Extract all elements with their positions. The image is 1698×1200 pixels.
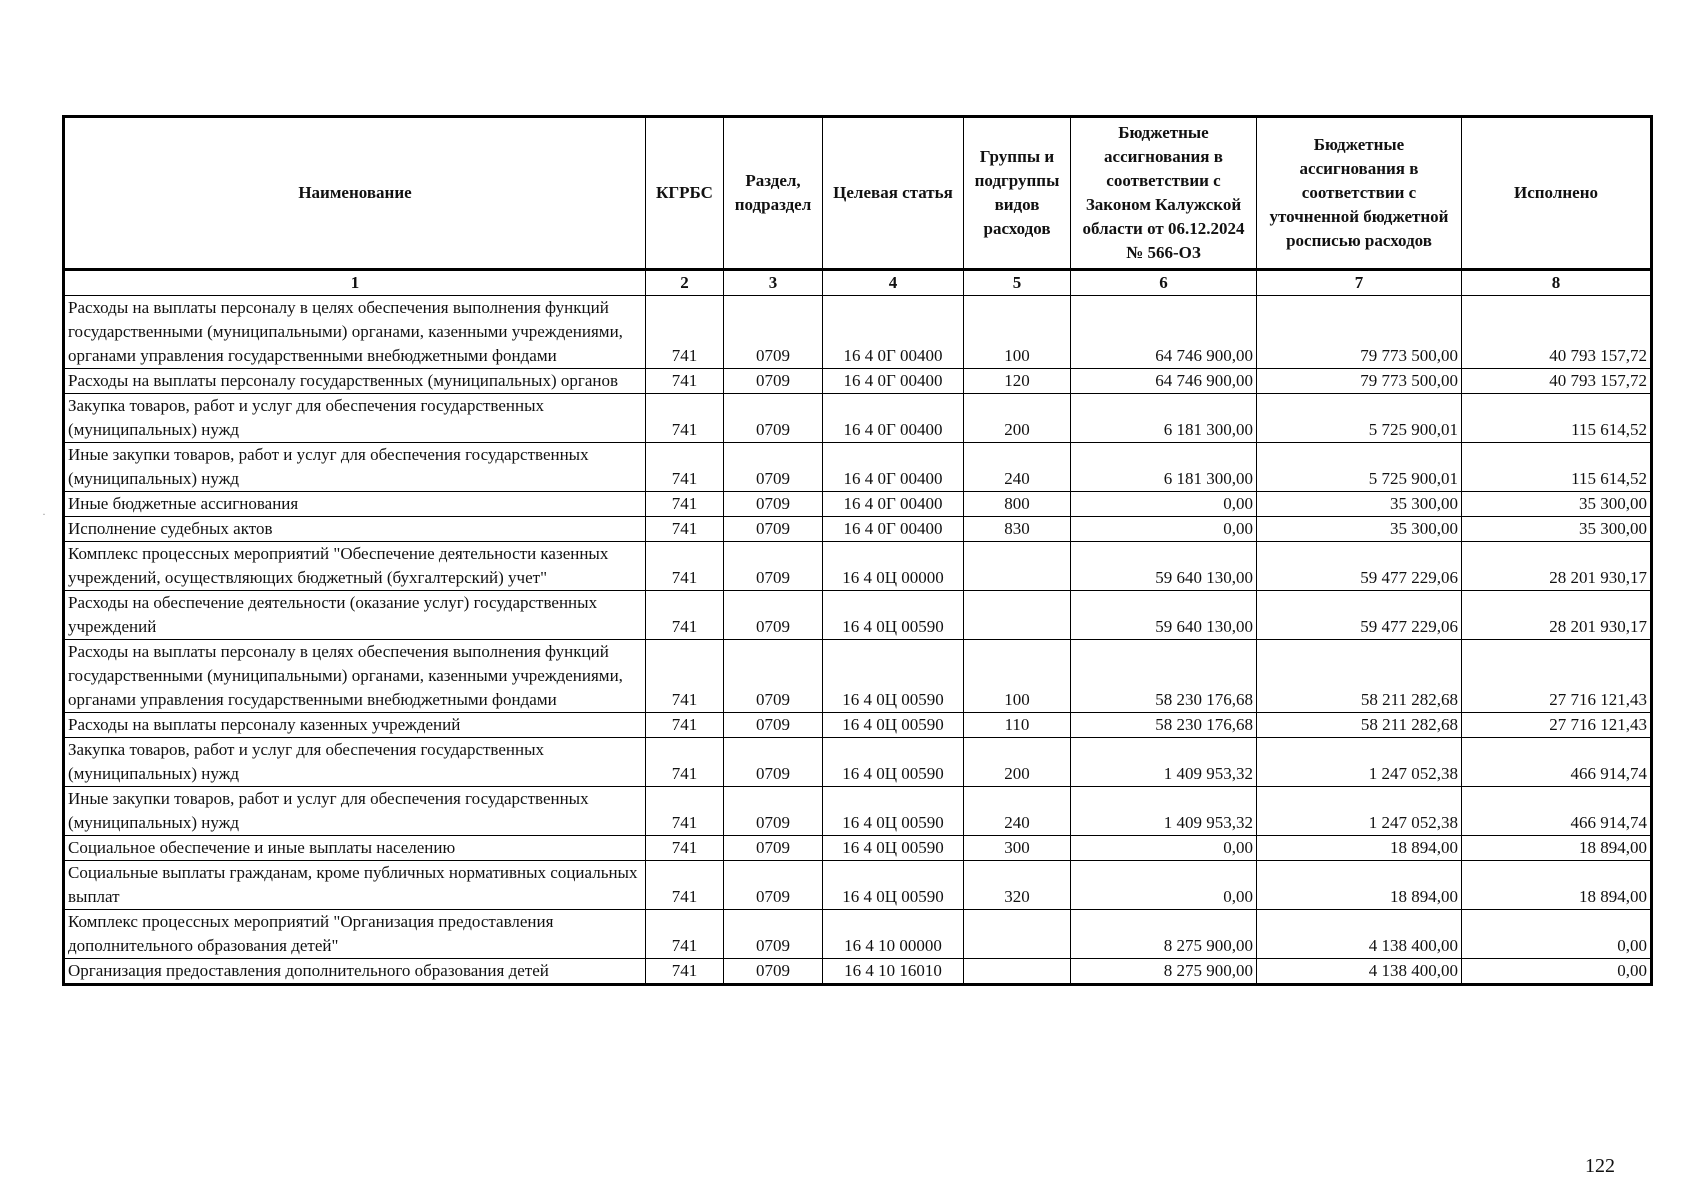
row-target: 16 4 0Ц 00590 <box>823 640 964 713</box>
row-target: 16 4 0Ц 00590 <box>823 787 964 836</box>
row-group: 240 <box>964 787 1071 836</box>
header-assign-refined: Бюджетные ассигнования в соответствии с уточненной бюджетной росписью расходов <box>1257 117 1462 270</box>
row-section: 0709 <box>724 738 823 787</box>
row-section: 0709 <box>724 591 823 640</box>
row-section: 0709 <box>724 640 823 713</box>
header-name: Наименование <box>64 117 646 270</box>
table-row <box>64 959 1652 985</box>
row-assign-law: 0,00 <box>1071 492 1257 517</box>
row-executed: 466 914,74 <box>1462 738 1652 787</box>
row-target: 16 4 0Г 00400 <box>823 492 964 517</box>
row-assign-refined: 18 894,00 <box>1257 861 1462 910</box>
table-row <box>64 787 1652 836</box>
row-assign-law: 1 409 953,32 <box>1071 787 1257 836</box>
row-assign-law: 58 230 176,68 <box>1071 713 1257 738</box>
row-group: 300 <box>964 836 1071 861</box>
row-section: 0709 <box>724 861 823 910</box>
row-executed: 466 914,74 <box>1462 787 1652 836</box>
row-kgrbs: 741 <box>646 787 724 836</box>
row-assign-refined: 79 773 500,00 <box>1257 296 1462 369</box>
row-name: Иные бюджетные ассигнования <box>64 492 646 517</box>
row-executed: 40 793 157,72 <box>1462 369 1652 394</box>
row-name: Расходы на обеспечение деятельности (оказание услуг) государственных учреждений <box>64 591 646 640</box>
row-name: Иные закупки товаров, работ и услуг для обеспечения государственных (муниципальных) нужд <box>64 443 646 492</box>
table-row <box>64 296 1652 369</box>
row-executed: 115 614,52 <box>1462 443 1652 492</box>
row-kgrbs: 741 <box>646 640 724 713</box>
row-assign-refined: 1 247 052,38 <box>1257 738 1462 787</box>
row-assign-refined: 5 725 900,01 <box>1257 443 1462 492</box>
row-target: 16 4 0Ц 00590 <box>823 713 964 738</box>
table-row <box>64 713 1652 738</box>
row-kgrbs: 741 <box>646 443 724 492</box>
row-group: 100 <box>964 640 1071 713</box>
row-kgrbs: 741 <box>646 591 724 640</box>
row-kgrbs: 741 <box>646 738 724 787</box>
row-kgrbs: 741 <box>646 394 724 443</box>
row-executed: 27 716 121,43 <box>1462 713 1652 738</box>
row-group: 200 <box>964 738 1071 787</box>
table-row <box>64 369 1652 394</box>
row-executed: 18 894,00 <box>1462 861 1652 910</box>
row-executed: 35 300,00 <box>1462 517 1652 542</box>
row-section: 0709 <box>724 713 823 738</box>
row-section: 0709 <box>724 369 823 394</box>
row-name: Закупка товаров, работ и услуг для обеспечения государственных (муниципальных) нужд <box>64 738 646 787</box>
row-executed: 35 300,00 <box>1462 492 1652 517</box>
table-row <box>64 394 1652 443</box>
row-assign-law: 64 746 900,00 <box>1071 296 1257 369</box>
header-section: Раздел, подраздел <box>724 117 823 270</box>
row-kgrbs: 741 <box>646 959 724 985</box>
row-kgrbs: 741 <box>646 296 724 369</box>
row-assign-refined: 35 300,00 <box>1257 492 1462 517</box>
row-assign-law: 58 230 176,68 <box>1071 640 1257 713</box>
row-section: 0709 <box>724 443 823 492</box>
column-number: 6 <box>1071 270 1257 296</box>
row-target: 16 4 10 16010 <box>823 959 964 985</box>
row-assign-refined: 1 247 052,38 <box>1257 787 1462 836</box>
row-kgrbs: 741 <box>646 836 724 861</box>
row-kgrbs: 741 <box>646 517 724 542</box>
row-name: Социальные выплаты гражданам, кроме публичных нормативных социальных выплат <box>64 861 646 910</box>
table-row <box>64 836 1652 861</box>
column-number: 7 <box>1257 270 1462 296</box>
table-row <box>64 640 1652 713</box>
row-section: 0709 <box>724 910 823 959</box>
row-group <box>964 542 1071 591</box>
row-target: 16 4 0Г 00400 <box>823 369 964 394</box>
row-target: 16 4 0Ц 00590 <box>823 738 964 787</box>
row-executed: 28 201 930,17 <box>1462 542 1652 591</box>
row-assign-refined: 58 211 282,68 <box>1257 713 1462 738</box>
column-number: 2 <box>646 270 724 296</box>
page-number: 122 <box>1585 1155 1615 1177</box>
column-number: 1 <box>64 270 646 296</box>
row-section: 0709 <box>724 296 823 369</box>
row-group: 120 <box>964 369 1071 394</box>
row-assign-law: 0,00 <box>1071 836 1257 861</box>
table-row <box>64 591 1652 640</box>
row-target: 16 4 10 00000 <box>823 910 964 959</box>
row-kgrbs: 741 <box>646 861 724 910</box>
row-kgrbs: 741 <box>646 542 724 591</box>
row-assign-law: 8 275 900,00 <box>1071 959 1257 985</box>
row-name: Организация предоставления дополнительного образования детей <box>64 959 646 985</box>
table-row <box>64 492 1652 517</box>
row-name: Закупка товаров, работ и услуг для обеспечения государственных (муниципальных) нужд <box>64 394 646 443</box>
row-section: 0709 <box>724 542 823 591</box>
row-assign-law: 59 640 130,00 <box>1071 542 1257 591</box>
row-executed: 28 201 930,17 <box>1462 591 1652 640</box>
table-row <box>64 861 1652 910</box>
row-name: Исполнение судебных актов <box>64 517 646 542</box>
row-section: 0709 <box>724 394 823 443</box>
row-assign-law: 6 181 300,00 <box>1071 443 1257 492</box>
row-name: Расходы на выплаты персоналу в целях обеспечения выполнения функций государственными (муниципальными) органами, казенными учреждениями, органами управления государственными внебюджетными фондами <box>64 640 646 713</box>
budget-execution-table <box>62 115 1653 986</box>
row-name: Расходы на выплаты персоналу казенных учреждений <box>64 713 646 738</box>
row-kgrbs: 741 <box>646 713 724 738</box>
row-target: 16 4 0Г 00400 <box>823 517 964 542</box>
table-row <box>64 738 1652 787</box>
header-kgrbs: КГРБС <box>646 117 724 270</box>
row-assign-refined: 5 725 900,01 <box>1257 394 1462 443</box>
row-assign-refined: 59 477 229,06 <box>1257 591 1462 640</box>
row-assign-law: 8 275 900,00 <box>1071 910 1257 959</box>
row-group <box>964 910 1071 959</box>
row-assign-law: 0,00 <box>1071 861 1257 910</box>
row-target: 16 4 0Г 00400 <box>823 296 964 369</box>
row-executed: 0,00 <box>1462 959 1652 985</box>
row-name: Комплекс процессных мероприятий "Организация предоставления дополнительного образования детей" <box>64 910 646 959</box>
header-target: Целевая статья <box>823 117 964 270</box>
row-kgrbs: 741 <box>646 492 724 517</box>
row-assign-law: 64 746 900,00 <box>1071 369 1257 394</box>
row-target: 16 4 0Ц 00590 <box>823 836 964 861</box>
row-group: 110 <box>964 713 1071 738</box>
column-number: 3 <box>724 270 823 296</box>
row-group: 200 <box>964 394 1071 443</box>
margin-mark: · <box>42 507 46 521</box>
row-assign-refined: 59 477 229,06 <box>1257 542 1462 591</box>
row-group: 800 <box>964 492 1071 517</box>
header-assign-law: Бюджетные ассигнования в соответствии с Законом Калужской области от 06.12.2024 № 566-ОЗ <box>1071 117 1257 270</box>
row-target: 16 4 0Ц 00590 <box>823 861 964 910</box>
table-header-row <box>64 117 1652 270</box>
row-name: Иные закупки товаров, работ и услуг для обеспечения государственных (муниципальных) нужд <box>64 787 646 836</box>
column-number-row <box>64 270 1652 296</box>
row-executed: 40 793 157,72 <box>1462 296 1652 369</box>
header-executed: Исполнено <box>1462 117 1652 270</box>
row-assign-law: 59 640 130,00 <box>1071 591 1257 640</box>
row-section: 0709 <box>724 517 823 542</box>
row-executed: 27 716 121,43 <box>1462 640 1652 713</box>
row-section: 0709 <box>724 492 823 517</box>
row-section: 0709 <box>724 787 823 836</box>
table-body <box>64 296 1652 985</box>
row-target: 16 4 0Ц 00590 <box>823 591 964 640</box>
row-section: 0709 <box>724 959 823 985</box>
table-row <box>64 443 1652 492</box>
row-name: Комплекс процессных мероприятий "Обеспечение деятельности казенных учреждений, осуществляющих бюджетный (бухгалтерский) учет" <box>64 542 646 591</box>
row-assign-refined: 79 773 500,00 <box>1257 369 1462 394</box>
row-assign-refined: 4 138 400,00 <box>1257 959 1462 985</box>
row-target: 16 4 0Г 00400 <box>823 394 964 443</box>
column-number: 8 <box>1462 270 1652 296</box>
row-executed: 115 614,52 <box>1462 394 1652 443</box>
row-section: 0709 <box>724 836 823 861</box>
row-group: 240 <box>964 443 1071 492</box>
row-group: 320 <box>964 861 1071 910</box>
header-groups: Группы и подгруппы видов расходов <box>964 117 1071 270</box>
row-name: Расходы на выплаты персоналу государственных (муниципальных) органов <box>64 369 646 394</box>
row-assign-law: 1 409 953,32 <box>1071 738 1257 787</box>
row-assign-law: 6 181 300,00 <box>1071 394 1257 443</box>
table-row <box>64 910 1652 959</box>
row-target: 16 4 0Г 00400 <box>823 443 964 492</box>
row-group: 100 <box>964 296 1071 369</box>
row-name: Социальное обеспечение и иные выплаты населению <box>64 836 646 861</box>
row-assign-refined: 35 300,00 <box>1257 517 1462 542</box>
row-assign-refined: 4 138 400,00 <box>1257 910 1462 959</box>
row-executed: 18 894,00 <box>1462 836 1652 861</box>
row-group <box>964 959 1071 985</box>
row-assign-law: 0,00 <box>1071 517 1257 542</box>
row-group <box>964 591 1071 640</box>
row-assign-refined: 18 894,00 <box>1257 836 1462 861</box>
row-executed: 0,00 <box>1462 910 1652 959</box>
column-number: 4 <box>823 270 964 296</box>
row-kgrbs: 741 <box>646 369 724 394</box>
row-target: 16 4 0Ц 00000 <box>823 542 964 591</box>
table-row <box>64 542 1652 591</box>
row-group: 830 <box>964 517 1071 542</box>
row-assign-refined: 58 211 282,68 <box>1257 640 1462 713</box>
column-number: 5 <box>964 270 1071 296</box>
row-kgrbs: 741 <box>646 910 724 959</box>
row-name: Расходы на выплаты персоналу в целях обеспечения выполнения функций государственными (муниципальными) органами, казенными учреждениями, органами управления государственными внебюджетными фондами <box>64 296 646 369</box>
table-row <box>64 517 1652 542</box>
